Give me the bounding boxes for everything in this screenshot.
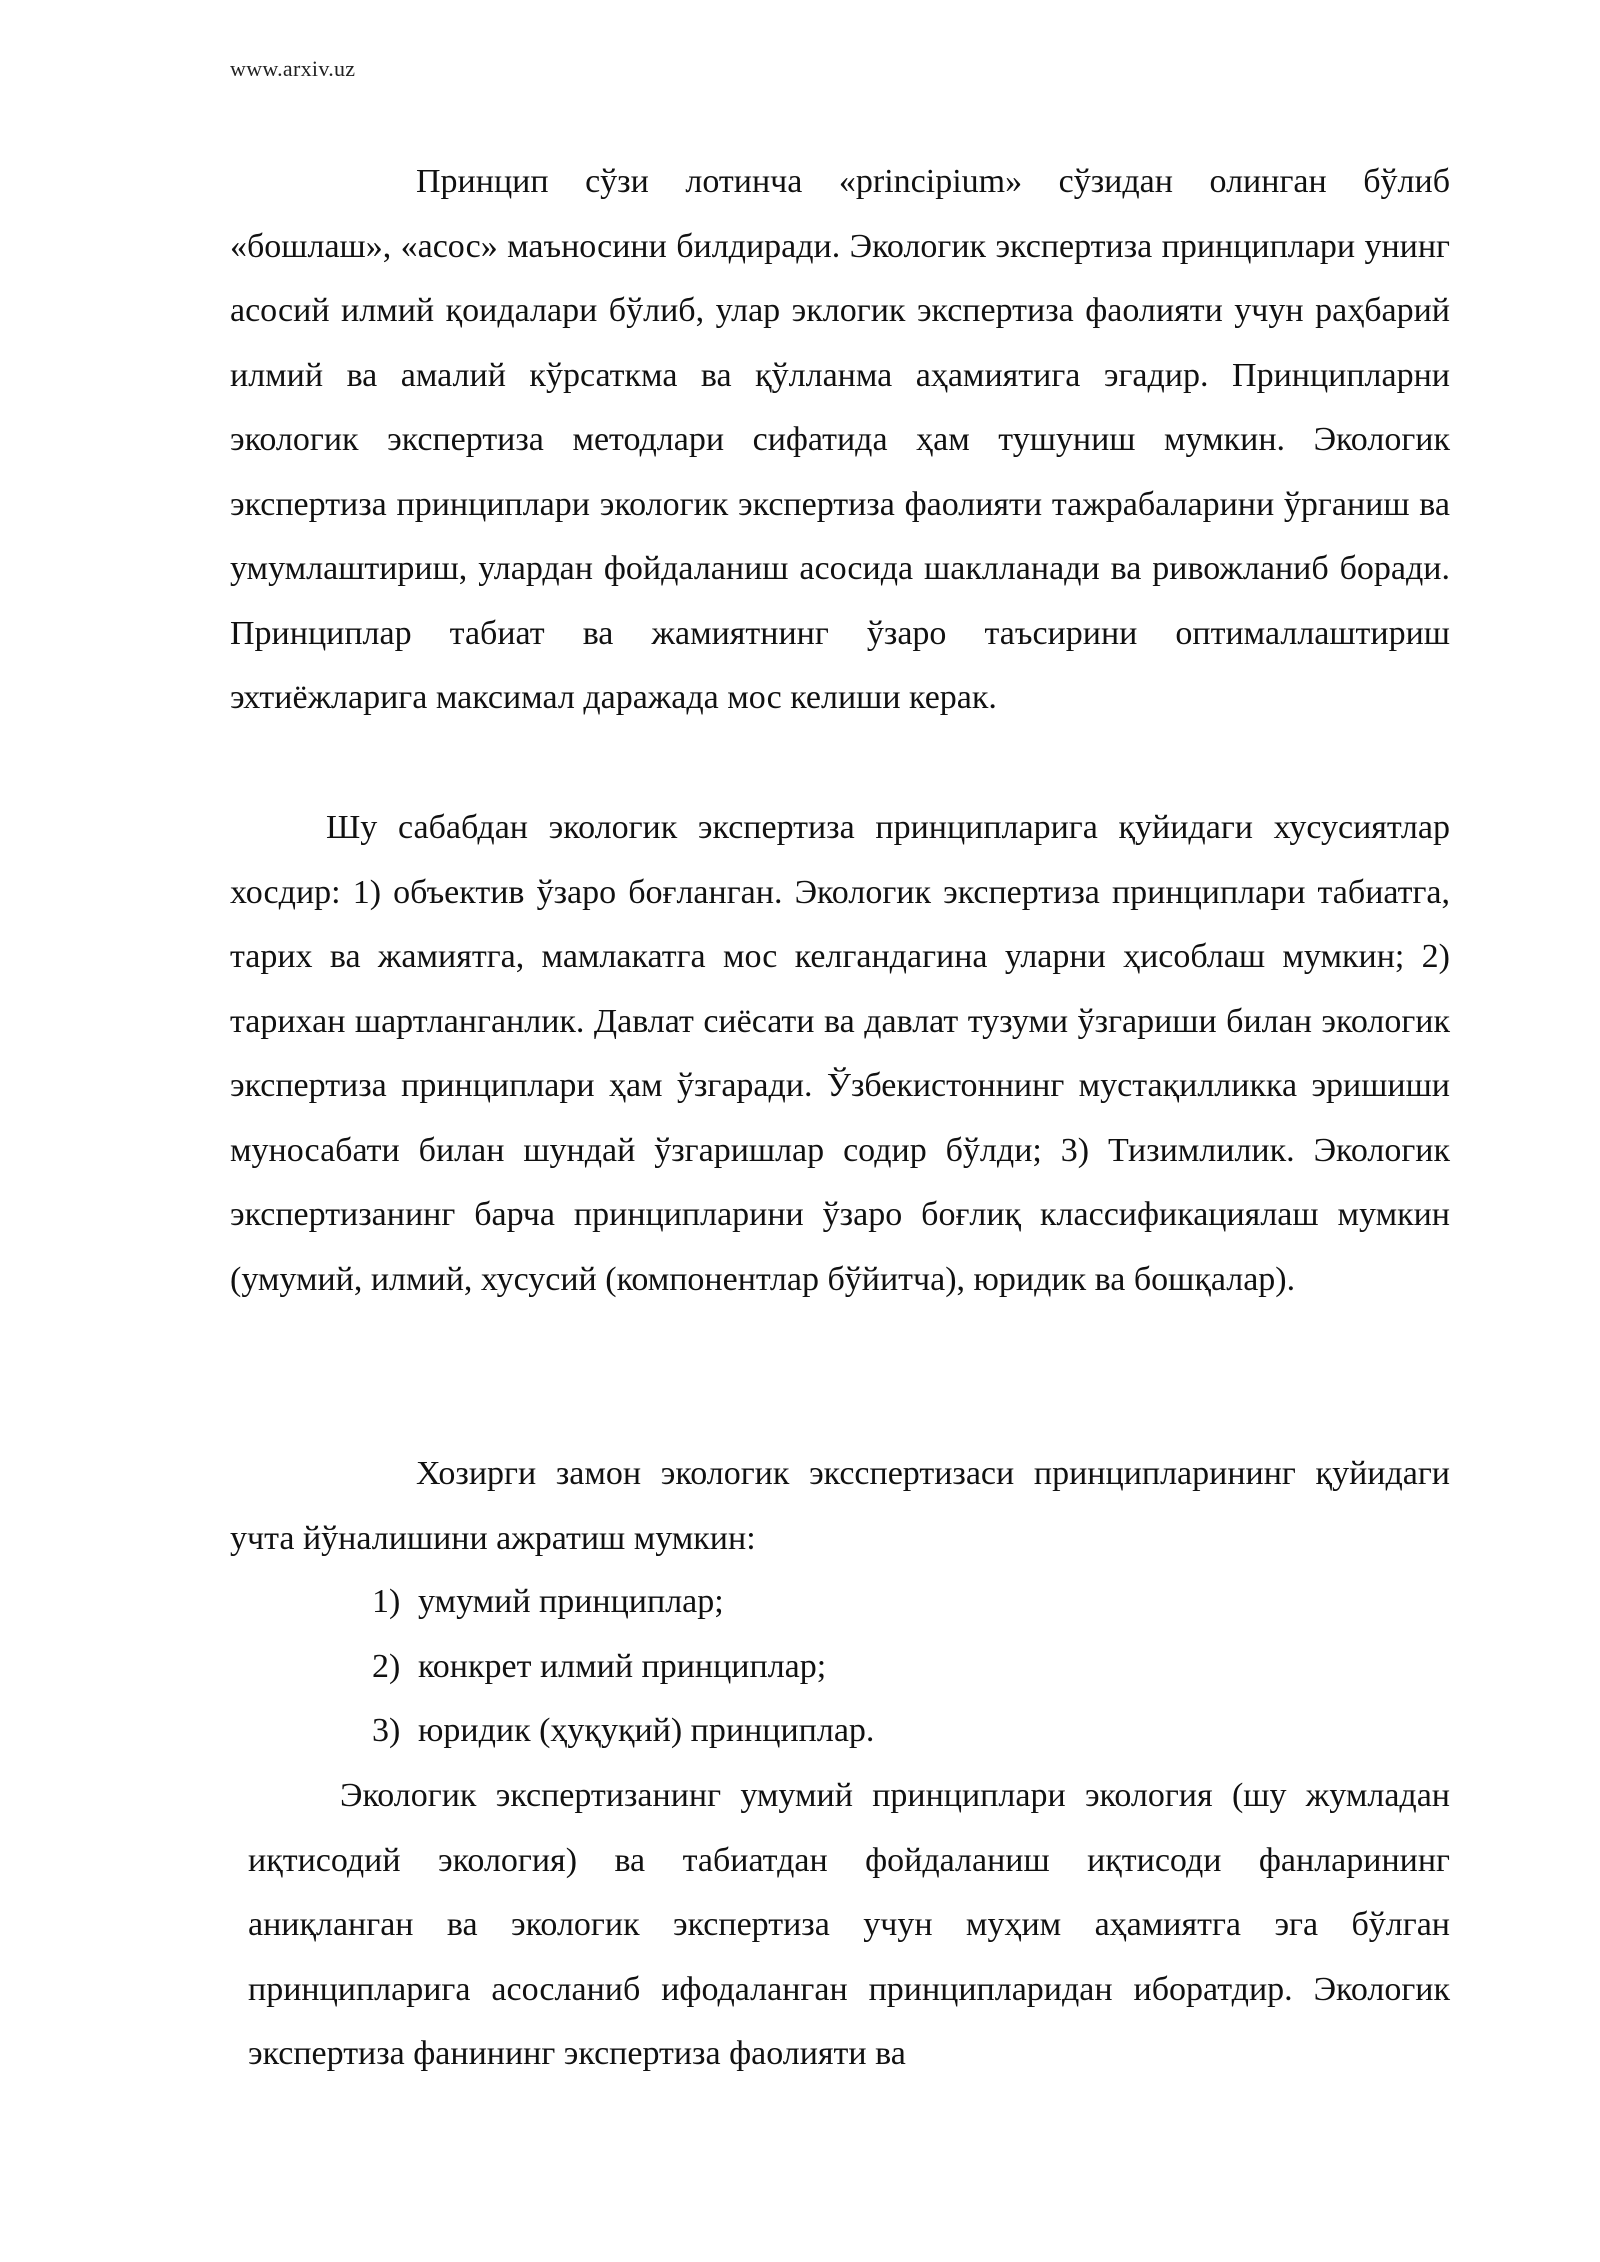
- list-item-number: 1): [372, 1583, 401, 1620]
- list-item: [372, 1570, 874, 1635]
- list-item: [372, 1699, 874, 1764]
- list-item-text: юридик (ҳуқуқий) принциплар.: [418, 1712, 875, 1749]
- site-header: www.arxiv.uz: [230, 56, 356, 81]
- principles-list: [372, 1570, 874, 1764]
- list-item: [372, 1635, 874, 1700]
- paragraph-principle-properties: Шу сабабдан экологик экспертиза принципларига қуйидаги хусусиятлар хосдир: 1) объектив ўзаро боғланган. Экологик экспертиза принциплари табиатга, тарих ва жамиятга, мамлакатга мос келгандагина уларни ҳисоблаш мумкин; 2) тарихан шартланганлик. Давлат сиёсати ва давлат тузуми ўзгариши билан экологик экспертиза принциплари ҳам ўзгаради. Ўзбекистоннинг мустақилликка эришиши муносабати билан шундай ўзгаришлар содир бўлди; 3) Тизимлилик. Экологик экспертизанинг барча принципларини ўзаро боғлиқ классификациялаш мумкин (умумий, илмий, хусусий (компонентлар бўйитча), юридик ва бошқалар).: [230, 809, 1450, 1298]
- paragraph-three-directions: Хозирги замон экологик эксспертизаси принципларининг қуйидаги учта йўналишини ажратиш мумкин:: [230, 1455, 1450, 1557]
- list-item-number: 2): [372, 1647, 401, 1685]
- list-item-text: умумий принциплар;: [418, 1583, 724, 1620]
- list-item-number: 3): [372, 1712, 401, 1749]
- paragraph-general-principles: Экологик экспертизанинг умумий принциплари экология (шу жумладан иқтисодий экология) ва табиатдан фойдаланиш иқтисоди фанларининг аниқланган ва экологик экспертиза учун муҳим аҳамиятга эга бўлган принципларига асосланиб ифодаланган принципларидан иборатдир. Экологик экспертиза фанининг экспертиза фаолияти ва: [248, 1777, 1450, 2072]
- paragraph-principle-definition: Принцип сўзи лотинча «principium» сўзидан олинган бўлиб «бошлаш», «асос» маъносини билдиради. Экологик экспертиза принциплари унинг асосий илмий қоидалари бўлиб, улар эклогик экспертиза фаолияти учун раҳбарий илмий ва амалий кўрсаткма ва қўлланма аҳамиятига эгадир. Принципларни экологик экспертиза методлари сифатида ҳам тушуниш мумкин. Экологик экспертиза принциплари экологик экспертиза фаолияти тажрабаларини ўрганиш ва умумлаштириш, улардан фойдаланиш асосида шаклланади ва ривожланиб боради. Принциплар табиат ва жамиятнинг ўзаро таъсирини оптималлаштириш эхтиёжларига максимал даражада мос келиши керак.: [230, 163, 1450, 716]
- list-item-text: конкрет илмий принциплар;: [418, 1647, 827, 1685]
